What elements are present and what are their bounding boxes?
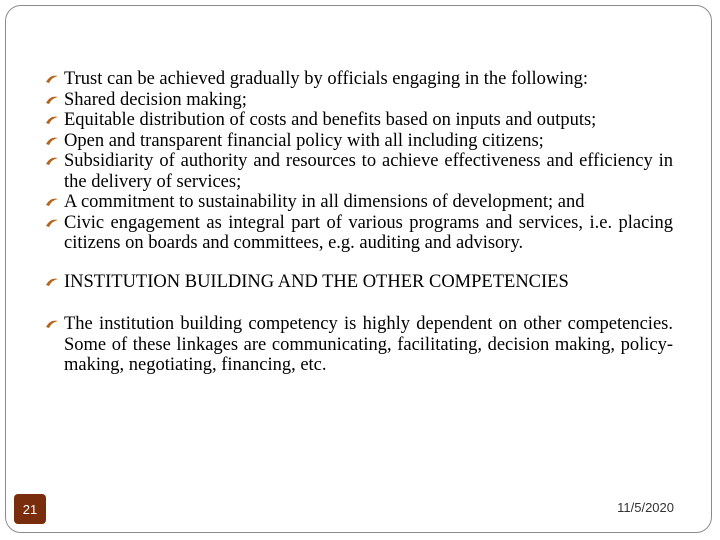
bullet-text: Subsidiarity of authority and resources to achieve effectiveness and efficiency in the delivery of services; xyxy=(64,151,673,192)
bullet-text: INSTITUTION BUILDING AND THE OTHER COMPETENCIES xyxy=(64,271,569,292)
slide-content xyxy=(45,69,673,376)
bullet-icon xyxy=(45,136,59,146)
bullet-icon xyxy=(45,156,59,166)
bullet-text: Shared decision making; xyxy=(64,89,247,110)
bullet-trust xyxy=(45,69,673,90)
bullet-icon xyxy=(45,95,59,105)
slide-date: 11/5/2020 xyxy=(617,500,674,515)
bullet-icon xyxy=(45,74,59,84)
bullet-equitable xyxy=(45,110,673,131)
bullet-icon xyxy=(45,197,59,207)
bullet-subsidiarity xyxy=(45,151,673,192)
slide-number: 21 xyxy=(14,494,46,524)
bullet-text: Trust can be achieved gradually by officials engaging in the following: xyxy=(64,69,589,89)
bullet-text: The institution building competency is highly dependent on other competencies. Some of these linkages are communicating, facilitating, decision making, policy-making, negotiating, financing, etc. xyxy=(64,314,673,375)
bullet-section-heading xyxy=(45,272,673,293)
bullet-civic-engagement xyxy=(45,213,673,254)
bullet-icon xyxy=(45,277,59,287)
bullet-shared-decision xyxy=(45,90,673,111)
bullet-icon xyxy=(45,319,59,329)
bullet-text: Equitable distribution of costs and benefits based on inputs and outputs; xyxy=(64,110,597,130)
bullet-text: Civic engagement as integral part of various programs and services, i.e. placing citizens on boards and committees, e.g. auditing and advisory. xyxy=(64,212,673,253)
bullet-text: A commitment to sustainability in all dimensions of development; and xyxy=(64,192,585,212)
bullet-sustainability xyxy=(45,192,673,213)
bullet-icon xyxy=(45,115,59,125)
bullet-open-policy xyxy=(45,131,673,152)
bullet-icon xyxy=(45,218,59,228)
bullet-institution-building xyxy=(45,314,673,376)
bullet-text: Open and transparent financial policy with all including citizens; xyxy=(64,130,544,151)
